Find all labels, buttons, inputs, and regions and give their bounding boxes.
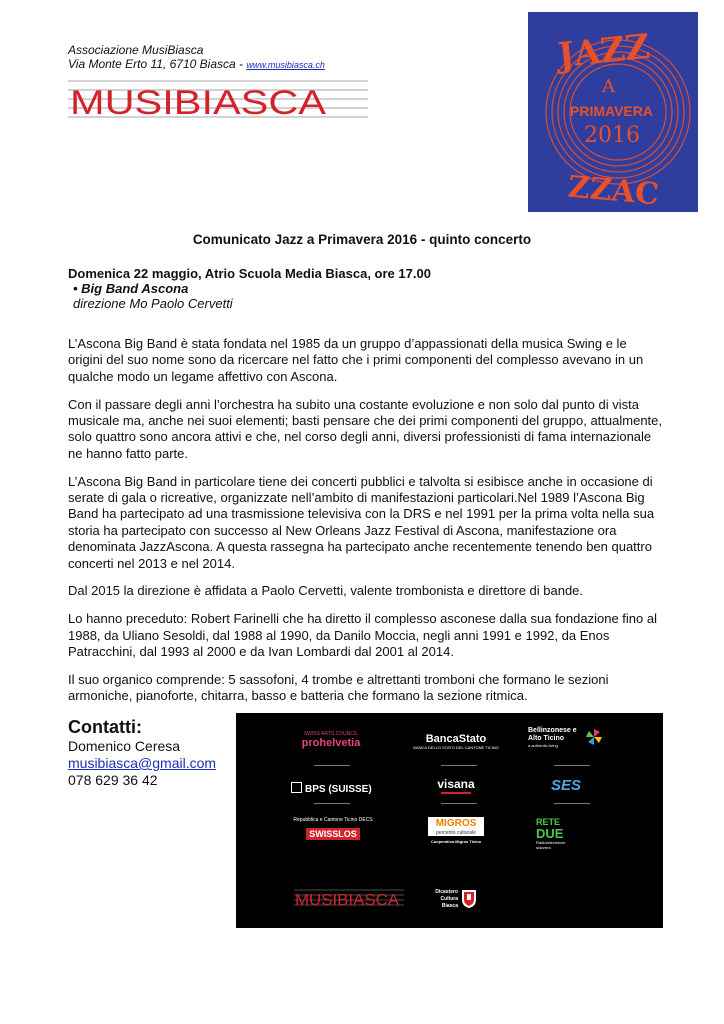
- musibiasca-logo: [68, 78, 368, 126]
- migros-text: MIGROS: [428, 817, 484, 830]
- org-name: Associazione MusiBiasca: [68, 43, 204, 57]
- swisslos-logo: [288, 817, 378, 842]
- coat-of-arms-icon: [461, 889, 477, 909]
- event-band: • Big Band Ascona: [73, 281, 189, 296]
- website-link[interactable]: www.musibiasca.ch: [246, 60, 325, 70]
- paragraph: Dal 2015 la direzione è affidata a Paolo Cervetti, valente trombonista e direttore di bande.: [68, 583, 584, 599]
- visana-text: visana: [437, 777, 475, 791]
- paragraph: L’Ascona Big Band in particolare tiene dei concerti pubblici e talvolta si esibisce anche in occasione di serate di gala o ricreative, organizzate nell’ambito di manifestazioni particolari.Nel 1989 l’Ascona Big Band ha partecipato ad una trasmissione televisiva con la DRS e nel 1991 per la prima volta nella sua storia ha partecipato con successo al New Orleans Jazz Festival di Ascona, manifestazione ora denominata JazzAscona. A questa rassegna ha partecipato anche recentemente tenendo ben quattro concerti nel 2013 e nel 2014.: [68, 473, 655, 571]
- paragraph: L’Ascona Big Band è stata fondata nel 1985 da un gruppo d’appassionati della musica Swing e le origini del suo nome sono da ricercare nel fatto che i primi componenti del complesso avevano in un qualche modo un legame affettivo con Ascona.: [68, 336, 644, 384]
- poster-year: 2016: [584, 123, 640, 148]
- bellinzonese-text: Bellinzonese e Alto Ticino: [528, 727, 577, 742]
- rete-due-text: DUE: [536, 826, 564, 841]
- divider: [314, 803, 350, 804]
- organization-header: [68, 43, 325, 72]
- swisslos-text: SWISSLOS: [306, 828, 360, 840]
- event-direction: direzione Mo Paolo Cervetti: [73, 296, 233, 311]
- paragraph: Il suo organico comprende: 5 sassofoni, 4 trombe e altrettanti tromboni che formano le sezioni armoniche, pianoforte, chitarra, basso e batteria che formano la sezione ritmica.: [68, 671, 609, 704]
- divider: [314, 765, 350, 766]
- visana-underline: [441, 792, 471, 794]
- org-address: [68, 57, 325, 72]
- prohelvetia-small: SWISS ARTS COUNCIL: [303, 731, 359, 737]
- paragraph: Lo hanno preceduto: Robert Farinelli che ha diretto il complesso asconese dalla sua fondazione fino al 1988, da Uliano Sesoldi, dal 1988 al 1990, da Danilo Moccia, negli anni 1991 e 1992, da Enos Patracchini, dal 1993 al 2000 e da Ivan Lombardi dal 2001 al 2014.: [68, 611, 657, 660]
- poster-label: PRIMAVERA: [570, 103, 653, 119]
- event-info: [68, 266, 431, 311]
- bancastato-text: BancaStato: [425, 733, 487, 745]
- prohelvetia-text: prohelvetia: [301, 737, 361, 749]
- rete-due-logo: [536, 817, 606, 850]
- contacts-heading: Contatti:: [68, 717, 142, 737]
- rete-due-small: Radiotelevisione svizzera: [536, 840, 566, 850]
- divider: [441, 803, 477, 804]
- bancastato-small: BANCA DELLO STATO DEL CANTONE TICINO: [413, 745, 499, 750]
- pinwheel-icon: [586, 729, 602, 745]
- migros-small: Cooperativa Migros Ticino: [430, 839, 482, 844]
- contact-email-link[interactable]: musibiasca@gmail.com: [68, 755, 217, 771]
- jazz-poster: [528, 12, 698, 212]
- article-body: [68, 336, 664, 716]
- divider: [554, 765, 590, 766]
- bps-icon: [291, 782, 302, 793]
- migros-sub: percento culturale: [428, 830, 484, 836]
- contacts-block: [68, 716, 216, 789]
- event-date: Domenica 22 maggio, Atrio Scuola Media Biasca, ore 17.00: [68, 266, 431, 281]
- sponsors-panel: [236, 713, 663, 928]
- migros-logo: [416, 817, 496, 844]
- bps-text: BPS (SUISSE): [305, 784, 372, 795]
- bancastato-logo: [411, 733, 501, 750]
- poster-a-word: A: [602, 76, 615, 97]
- contact-name: Domenico Ceresa: [68, 738, 181, 754]
- address-text: Via Monte Erto 11, 6710 Biasca -: [68, 57, 247, 71]
- musibiasca-small-logo: [294, 886, 404, 912]
- divider: [441, 765, 477, 766]
- swisslos-small: Repubblica e Cantone Ticino DECS: [293, 817, 373, 823]
- prohelvetia-logo: [286, 731, 376, 749]
- bellinzonese-logo: [528, 727, 608, 748]
- paragraph: Con il passare degli anni l’orchestra ha subito una costante evoluzione e non solo dal punto di vista musicale ma, anche nei suoi elementi; basti pensare che dei primi componenti del gruppo, attualmente, solo quattro sono ancora attivi e che, nel corso degli anni, diversi professionisti di fama internazionale ne hanno fatto parte.: [68, 396, 663, 461]
- bellinzonese-small: a authentic living: [528, 743, 558, 748]
- contact-phone: 078 629 36 42: [68, 772, 158, 788]
- small-logo-text: MUSIBIASCA: [295, 892, 400, 909]
- poster-top-word: JAZZ: [556, 26, 652, 77]
- bps-logo: [291, 779, 381, 797]
- ses-logo: SES: [550, 777, 581, 794]
- visana-logo: [416, 777, 496, 794]
- press-release-title: Comunicato Jazz a Primavera 2016 - quinto concerto: [192, 232, 532, 247]
- divider: [554, 803, 590, 804]
- rete-due-top: RETE: [536, 817, 561, 827]
- dicastero-text: Dicastero Cultura Biasca: [435, 889, 458, 909]
- poster-bottom-word: ZZAC: [566, 169, 661, 212]
- logo-text: MUSIBIASCA: [70, 84, 327, 122]
